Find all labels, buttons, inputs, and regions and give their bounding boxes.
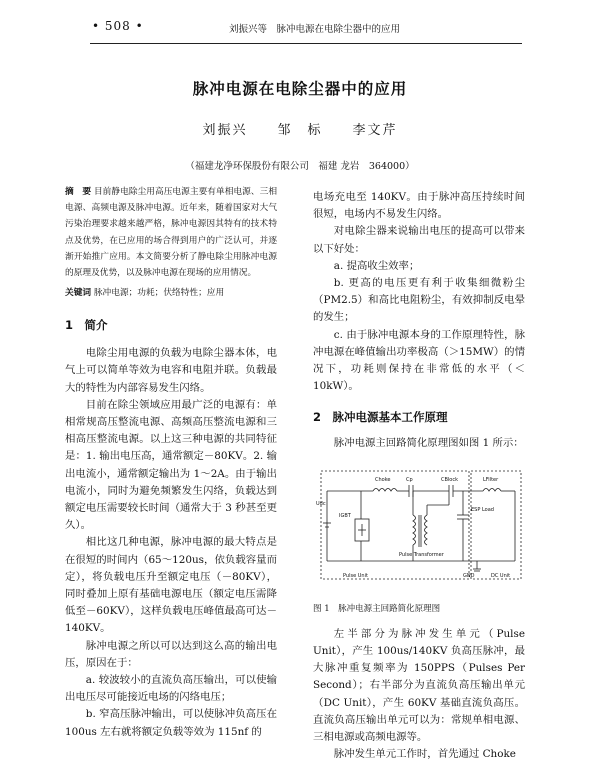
keywords	[65, 285, 277, 301]
abstract-text: 目前静电除尘用高压电源主要有单相电源、三相电源、高频电源及脉冲电源。近年来，随着国家对大气污染治理要求越来越严格，脉冲电源因其特有的技术特点及优势，在已应用的场合得到用户的广泛认可，并逐渐开始推广应用。本文简要分析了静电除尘用脉冲电源的原理及优势，以及脉冲电源在现场的应用情况。	[65, 187, 278, 279]
page-number: • 508 •	[92, 19, 144, 33]
circuit-diagram-svg	[313, 465, 525, 597]
section-heading-principle: 2 脉冲电源基本工作原理	[313, 410, 448, 425]
paragraph: 左半部分为脉冲发生单元（Pulse Unit），产生 100us/140KV 负高压脉冲，最大脉冲重复频率为 150PPS（Pulses Per Second）；右半部分为直流负高压输出单元（DC Unit），产生 60KV 基础直流负高压。直流负高压输出单元可以为：常规单相电源、三相电源或高频电源等。	[313, 627, 525, 744]
label-choke: Choke	[375, 476, 391, 483]
header-rule	[90, 43, 522, 44]
choke-inductor	[373, 488, 397, 491]
label-igbt: IGBT	[339, 512, 351, 519]
list-item: b. 窄高压脉冲输出，可以使脉冲负高压在 100us 左右就将额定负载等效为 115nf 的	[65, 708, 277, 738]
label-esp-load: ESP Load	[471, 506, 494, 513]
label-udc: Udc	[316, 500, 326, 507]
paragraph: 对电除尘器来说输出电压的提高可以带来以下好处：	[313, 225, 525, 255]
article-affiliation: （福建龙净环保股份有限公司 福建 龙岩 364000）	[185, 161, 415, 172]
lfilter-inductor	[483, 488, 501, 491]
article-title: 脉冲电源在电除尘器中的应用	[192, 80, 408, 98]
label-cp: Cp	[406, 476, 413, 483]
list-item: c. 由于脉冲电源本身的工作原理特性，脉冲电源在峰值输出功率极高（＞15MW）的情况下，功耗则保持在非常低的水平（＜10kW）。	[313, 328, 525, 393]
paragraph: 电除尘用电源的负载为电除尘器本体，电气上可以简单等效为电容和电阻并联。负载最大的特性为内部容易发生闪络。	[65, 347, 277, 394]
keywords-text: 脉冲电源；功耗；伏络特性；应用	[93, 288, 225, 299]
circuit-diagram	[313, 465, 525, 597]
right-column	[313, 189, 525, 763]
list-item: b. 更高的电压更有利于收集细微粉尘（PM2.5）和高比电阻粉尘，有效抑制反电晕的发生；	[313, 277, 525, 324]
section-heading-intro: 1 简介	[65, 318, 108, 333]
abstract	[65, 184, 277, 281]
transformer-primary	[413, 515, 416, 545]
label-dc-unit: DC Unit	[491, 572, 511, 579]
dc-unit-box	[471, 471, 521, 579]
running-title: 刘振兴等 脉冲电源在电除尘器中的应用	[229, 24, 401, 35]
paragraph: 电场充电至 140KV。由于脉冲高压持续时间很短，电场内不易发生闪络。	[313, 191, 525, 221]
label-lfilter: LFilter	[483, 476, 499, 483]
left-column	[65, 184, 277, 741]
paragraph: 脉冲电源主回路简化原理图如图 1 所示：	[333, 437, 524, 450]
list-item: a. 较波较小的直流负高压输出，可以使输出电压尽可能接近电场的闪络电压；	[65, 674, 277, 704]
keywords-label: 关键词	[65, 288, 92, 299]
label-pulse-unit: Pulse Unit	[343, 572, 368, 579]
abstract-label: 摘 要	[65, 187, 92, 197]
paragraph: 脉冲电源之所以可以达到这么高的输出电压，原因在于：	[65, 639, 277, 669]
transformer-secondary	[425, 515, 428, 545]
pulse-unit-box	[321, 471, 469, 579]
paragraph: 目前在除尘领域应用最广泛的电源有：单相常规高压整流电源、高频高压整流电源和三相高压整流电源。以上这三种电源的共同特征是：1. 输出电压高，通常额定－80KV。2. 输出电流小，通常额定输出为 1～2A。由于输出电流小，同时为避免频繁发生闪络，负载达到额定电压需要较长时间（通常大于 3 秒甚至更久）。	[65, 398, 277, 532]
figure-caption: 图 1 脉冲电源主回路简化原理图	[313, 603, 441, 614]
article-authors: 刘振兴 邹 标 李文芹	[202, 123, 398, 138]
paragraph: 相比这几种电源，脉冲电源的最大特点是在很短的时间内（65～120us，依负载容量而定），将负载电压升至额定电压（－80KV），同时叠加上原有基础电源电压（额定电压需降低至－60KV），这样负载电压峰值最高可达－140KV。	[65, 536, 277, 635]
label-cblock: CBlock	[441, 476, 459, 483]
list-item: a. 提高收尘效率；	[333, 259, 420, 272]
label-gnd: GND	[463, 572, 475, 579]
label-pulse-transformer: Pulse Transformer	[399, 551, 444, 558]
paragraph: 脉冲发生单元工作时，首先通过 Choke	[333, 748, 516, 761]
